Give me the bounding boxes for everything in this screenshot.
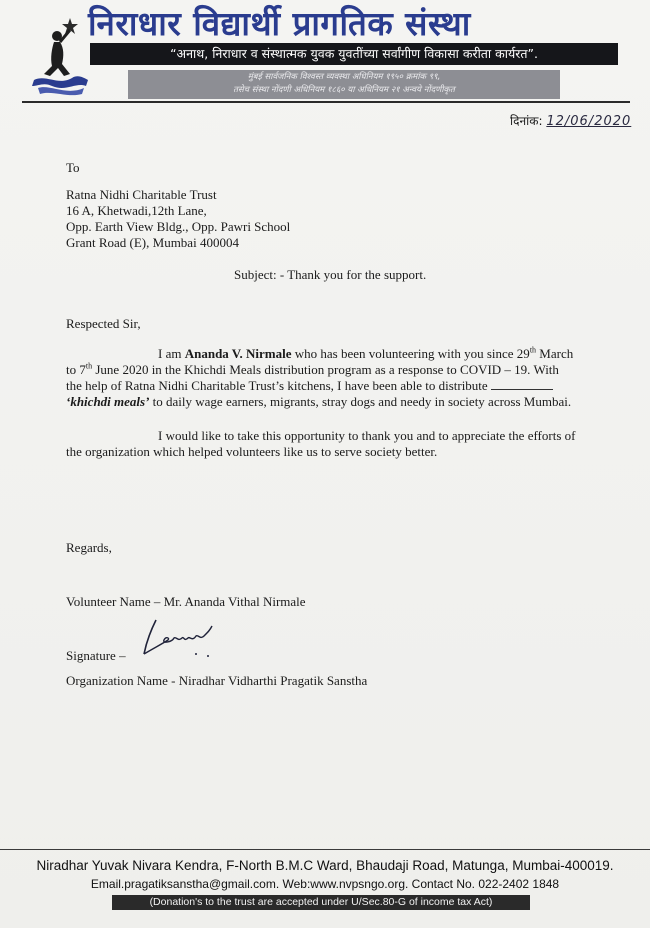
closing: Regards, (66, 540, 112, 555)
letterhead-divider (22, 101, 630, 103)
date-label: दिनांक: (510, 114, 543, 128)
address-line: Ratna Nidhi Charitable Trust (66, 187, 217, 202)
para2-text: I would like to take this opportunity to thank you and to appreciate the efforts of (158, 428, 576, 443)
salutation: Respected Sir, (66, 316, 141, 331)
organization-name: Organization Name - Niradhar Vidharthi Pragatik Sanstha (66, 673, 368, 688)
footer-address: Niradhar Yuvak Nivara Kendra, F-North B.M.C Ward, Bhaudaji Road, Matunga, Mumbai-400019. (36, 858, 614, 873)
footer-donation-note: (Donation's to the trust are accepted under U/Sec.80-G of income tax Act) (112, 895, 530, 910)
ordinal-suffix: th (85, 361, 93, 371)
para1-text: March (536, 346, 574, 361)
khichdi-meals-emphasis: ‘khichdi meals’ (66, 394, 150, 409)
blank-fill-line (491, 379, 553, 390)
subject-line: Subject: - Thank you for the support. (234, 267, 427, 282)
ordinal-suffix: th (529, 345, 537, 355)
date-value: 12/06/2020 (546, 114, 632, 129)
volunteer-name-inline: Ananda V. Nirmale (184, 346, 292, 361)
organization-logo (30, 14, 90, 98)
recipient-address (66, 187, 290, 251)
para1-text: to 7 (66, 362, 86, 377)
organization-title: निराधार विद्यार्थी प्रागतिक संस्था (88, 4, 471, 43)
recipient-to: To (66, 160, 80, 175)
registration-banner (128, 70, 560, 99)
para1-text: to daily wage earners, migrants, stray dogs and needy in society across Mumbai. (149, 394, 572, 409)
signature-label: Signature – (66, 648, 126, 663)
address-line: Opp. Earth View Bldg., Opp. Pawri School (66, 219, 291, 234)
registration-line-1: मुंबई सार्वजनिक विश्वस्त व्यवस्था अधिनियम १९५० क्रमांक ९९, (247, 72, 441, 82)
body-paragraph-2 (66, 428, 575, 460)
body-paragraph-1 (66, 346, 606, 410)
handwritten-signature (136, 614, 220, 660)
address-line: Grant Road (E), Mumbai 400004 (66, 235, 239, 250)
para1-text: who has been volunteering with you since 29 (291, 346, 530, 361)
para1-text: I am (158, 346, 185, 361)
para1-text: the help of Ratna Nidhi Charitable Trust’s kitchens, I have been able to distribute (66, 378, 488, 393)
registration-line-2: तसेच संस्था नोंदणी अधिनियम १८६० या अधिनियम २१ अन्वये नोंदणीकृत (233, 85, 455, 95)
footer-divider (0, 849, 650, 850)
date-line (510, 112, 631, 129)
footer-contact: Email.pragatiksanstha@gmail.com. Web:www.nvpsngo.org. Contact No. 022-2402 1848 (90, 877, 560, 891)
volunteer-name: Volunteer Name – Mr. Ananda Vithal Nirmale (66, 594, 306, 609)
para1-text: June 2020 in the Khichdi Meals distribution program as a response to COVID – 19. With (92, 362, 559, 377)
organization-tagline: “अनाथ, निराधार व संस्थात्मक युवक युवतींच्या सर्वांगीण विकासा करीता कार्यरत”. (90, 43, 618, 65)
para2-text: the organization which helped volunteers like us to serve society better. (66, 444, 438, 459)
address-line: 16 A, Khetwadi,12th Lane, (66, 203, 207, 218)
